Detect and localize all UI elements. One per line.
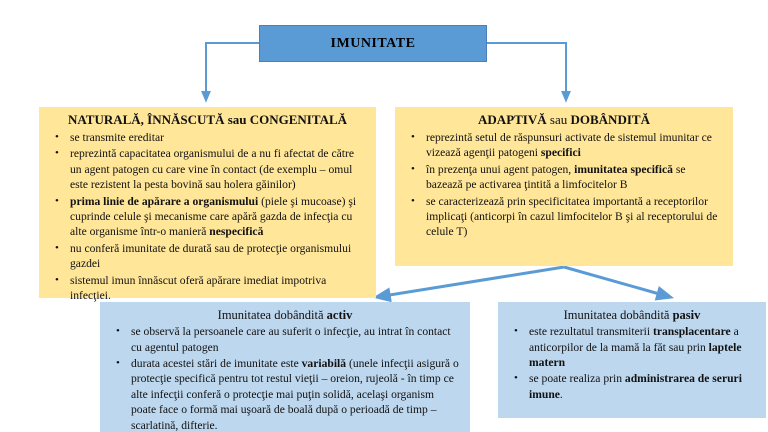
list-item: • sistemul imun înnăscut oferă apărare imediat impotriva infecţiei.	[48, 273, 367, 304]
list-item: • nu conferă imunitate de durată sau de protecţie organismului gazdei	[48, 241, 367, 272]
naturala-box	[39, 107, 376, 302]
list-item: • este rezultatul transmiterii transplacentare a anticorpilor de la mamă la făt sau prin laptele matern	[507, 324, 757, 370]
imunitate-title: IMUNITATE	[330, 35, 416, 51]
naturala-title: NATURALĂ, ÎNNĂSCUTĂ sau CONGENITALĂ	[67, 112, 348, 127]
connector-imunitate-to-adaptiva	[487, 43, 566, 100]
list-item: • prima linie de apărare a organismului (piele şi mucoase) şi cuprinde celule şi mecanisme care apără gazda de infecţia cu alte organisme într-o manieră nespecifică	[48, 194, 367, 240]
connector-imunitate-to-naturala	[206, 43, 259, 100]
list-item: • se observă la persoanele care au suferit o infecţie, au intrat în contact cu agentul patogen	[109, 324, 461, 355]
connector-adaptiva-to-pasiv	[564, 267, 670, 297]
list-item: • în prezenţa unui agent patogen, imunitatea specifică se bazează pe activarea ţintită a limfocitelor B	[404, 162, 724, 193]
dobandita-activ-box	[100, 302, 470, 432]
list-item: • se caracterizează prin specificitatea importantă a receptorilor implicaţi (anticorpi în cazul limfocitelor B şi al receptorului de celule T)	[404, 194, 724, 240]
list-item: • durata acestei stări de imunitate este variabilă (unele infecţii asigură o protecţie specifică pentru tot restul vieţii – oreion, rujeolă - în timp ce alte infecţii conferă o protecţie mai puţin solidă, acelaşi organism poate face o formă mai uşoară de boală după o perioadă de timp – scarlatină, difterie.	[109, 356, 461, 432]
adaptiva-bullet-list	[404, 130, 724, 240]
naturala-bullet-list	[48, 130, 367, 303]
dobandita-pasiv-title: Imunitatea dobândită pasiv	[563, 308, 701, 322]
imunitate-box	[259, 25, 487, 62]
dobandita-activ-bullet-list	[109, 324, 461, 432]
list-item: • se poate realiza prin administrarea de seruri imune.	[507, 371, 757, 402]
list-item: • reprezintă setul de răspunsuri activate de sistemul imunitar ce vizează agenţii patogeni specifici	[404, 130, 724, 161]
adaptiva-box	[395, 107, 733, 266]
dobandita-pasiv-bullet-list	[507, 324, 757, 402]
dobandita-activ-title: Imunitatea dobândită activ	[217, 308, 353, 322]
list-item: • reprezintă capacitatea organismului de a nu fi afectat de către un agent patogen cu care vine în contact (de exemplu – omul este rezistent la pesta bovină sau holera găinilor)	[48, 146, 367, 192]
adaptiva-title: ADAPTIVĂ sau DOBÂNDITĂ	[478, 112, 650, 127]
dobandita-pasiv-box	[498, 302, 766, 418]
connector-adaptiva-to-activ	[377, 267, 564, 297]
list-item: • se transmite ereditar	[48, 130, 367, 145]
